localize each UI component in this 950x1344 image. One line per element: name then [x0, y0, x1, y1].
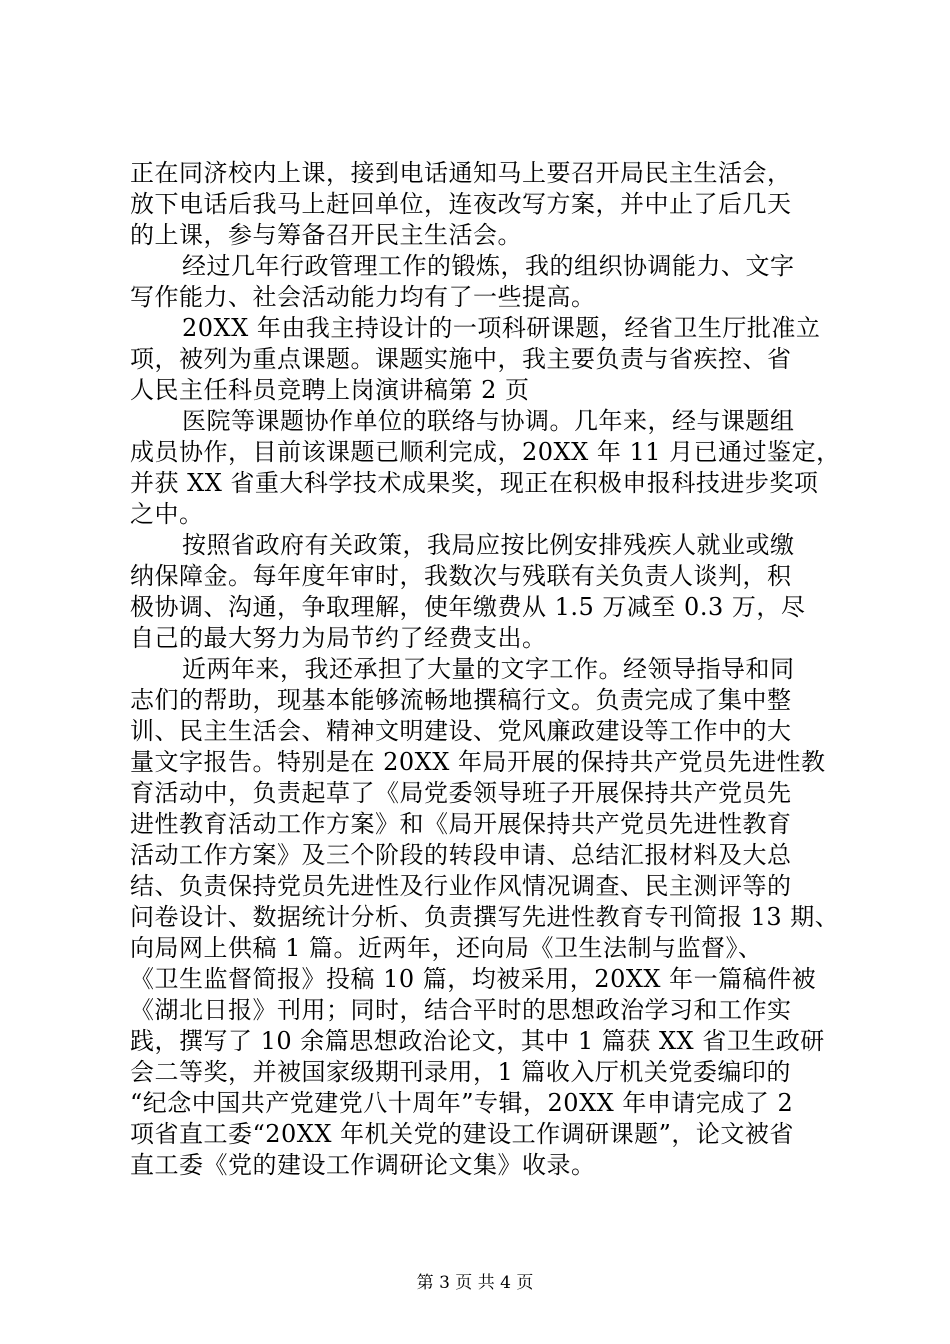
text-line: 放下电话后我马上赶回单位，连夜改写方案，并中止了后几天	[130, 190, 792, 218]
text-line: 自己的最大努力为局节约了经费支出。	[130, 624, 547, 652]
text-line: 按照省政府有关政策，我局应按比例安排残疾人就业或缴	[182, 531, 795, 559]
text-line: 经过几年行政管理工作的锻炼，我的组织协调能力、文字	[182, 252, 795, 280]
text-line: 成员协作，目前该课题已顺利完成，20XX 年 11 月已通过鉴定，	[130, 438, 841, 466]
text-line: 的上课，参与筹备召开民主生活会。	[130, 221, 522, 249]
text-line: 极协调、沟通，争取理解，使年缴费从 1.5 万减至 0.3 万，尽	[130, 593, 806, 621]
text-line: 活动工作方案》及三个阶段的转段申请、总结汇报材料及大总	[130, 841, 792, 869]
text-line: 人民主任科员竞聘上岗演讲稿第 2 页	[130, 376, 530, 404]
text-line: 《湖北日报》刊用；同时，结合平时的思想政治学习和工作实	[130, 996, 792, 1024]
text-line: 进性教育活动工作方案》和《局开展保持共产党员先进性教育	[130, 810, 792, 838]
text-line: 并获 XX 省重大科学技术成果奖，现正在积极申报科技进步奖项	[130, 469, 819, 497]
text-line: 问卷设计、数据统计分析、负责撰写先进性教育专刊简报 13 期、	[130, 903, 840, 931]
text-line: 之中。	[130, 500, 204, 528]
text-line: 量文字报告。特别是在 20XX 年局开展的保持共产党员先进性教	[130, 748, 826, 776]
text-line: 写作能力、社会活动能力均有了一些提高。	[130, 283, 596, 311]
text-line: 正在同济校内上课，接到电话通知马上要召开局民主生活会，	[130, 159, 792, 187]
page-number-footer: 第 3 页 共 4 页	[416, 1273, 534, 1293]
text-line: 结、负责保持党员先进性及行业作风情况调查、民主测评等的	[130, 872, 792, 900]
text-line: 会二等奖，并被国家级期刊录用，1 篇收入厅机关党委编印的	[130, 1058, 791, 1086]
text-line: 志们的帮助，现基本能够流畅地撰稿行文。负责完成了集中整	[130, 686, 792, 714]
text-line: “纪念中国共产党建党八十周年”专辑，20XX 年申请完成了 2	[130, 1089, 794, 1117]
text-line: 践，撰写了 10 余篇思想政治论文，其中 1 篇获 XX 省卫生政研	[130, 1027, 825, 1055]
text-line: 《卫生监督简报》投稿 10 篇，均被采用，20XX 年一篇稿件被	[130, 965, 817, 993]
text-line: 训、民主生活会、精神文明建设、党风廉政建设等工作中的大	[130, 717, 792, 745]
text-line: 20XX 年由我主持设计的一项科研课题，经省卫生厅批准立	[182, 314, 821, 342]
text-line: 纳保障金。每年度年审时，我数次与残联有关负责人谈判，积	[130, 562, 792, 590]
text-line: 项省直工委“20XX 年机关党的建设工作调研课题”，论文被省	[130, 1120, 794, 1148]
text-line: 项，被列为重点课题。课题实施中，我主要负责与省疾控、省	[130, 345, 792, 373]
text-line: 直工委《党的建设工作调研论文集》收录。	[130, 1151, 596, 1179]
text-line: 医院等课题协作单位的联络与协调。几年来，经与课题组	[182, 407, 795, 435]
text-line: 育活动中，负责起草了《局党委领导班子开展保持共产党员先	[130, 779, 792, 807]
text-line: 向局网上供稿 1 篇。近两年，还向局《卫生法制与监督》、	[130, 934, 763, 962]
text-line: 近两年来，我还承担了大量的文字工作。经领导指导和同	[182, 655, 795, 683]
